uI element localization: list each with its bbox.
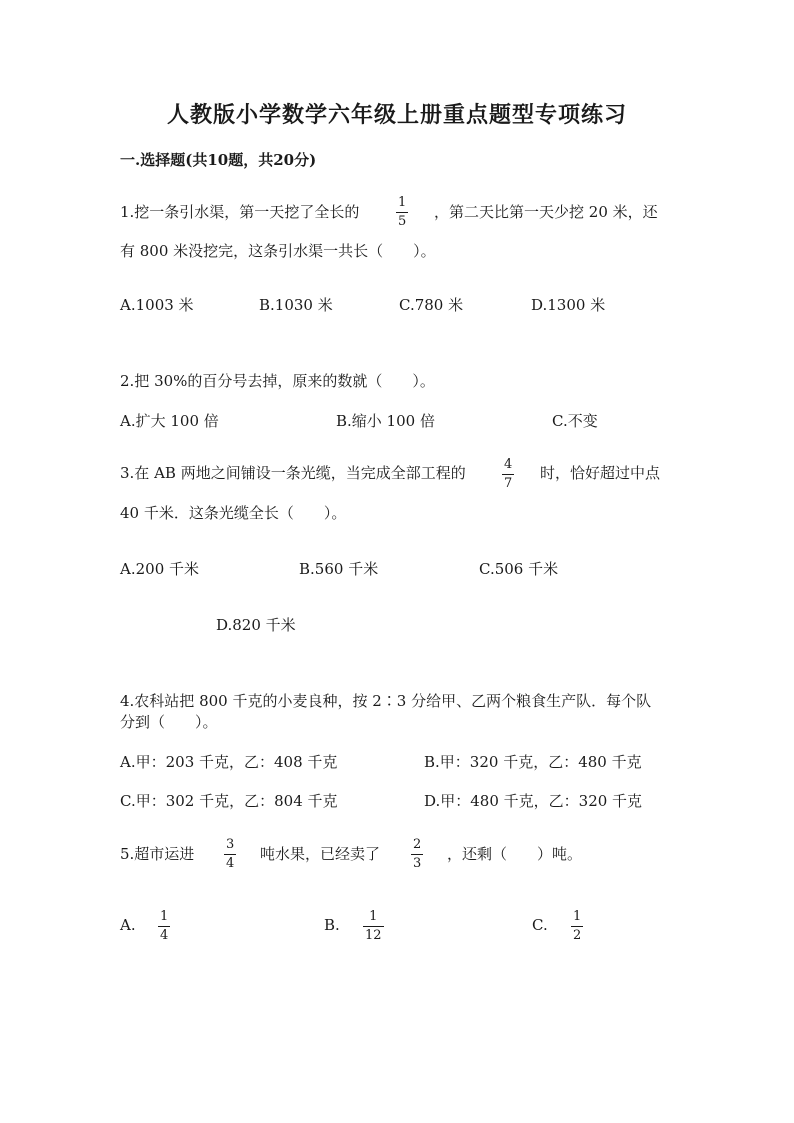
q5-fraction-1-denominator: 4 [226, 856, 235, 871]
q5-option-b-denominator: 12 [365, 928, 382, 943]
q3-fraction-numerator: 4 [504, 457, 513, 472]
q3-option-b[interactable]: B.560 千米 [299, 560, 379, 578]
q5-option-a-fraction[interactable] [158, 910, 170, 943]
q2-option-b[interactable]: B.缩小 100 倍 [336, 412, 435, 430]
q5-fraction-2 [411, 838, 423, 871]
q3-option-d[interactable]: D.820 千米 [216, 616, 296, 634]
q5-option-c-denominator: 2 [573, 928, 582, 943]
q2-text: 2.把 30%的百分号去掉，原来的数就（ ）。 [120, 372, 435, 390]
q1-text-part-b: ，第二天比第一天少挖 20 米，还 [434, 203, 658, 221]
q4-option-a[interactable]: A.甲：203 千克，乙：408 千克 [120, 753, 338, 771]
q3-fraction-denominator: 7 [504, 476, 513, 491]
q5-option-c-label[interactable]: C. [532, 916, 548, 934]
q5-option-b-label[interactable]: B. [324, 916, 340, 934]
q5-option-c-fraction[interactable] [571, 910, 583, 943]
q5-text-part-c: ，还剩（ ）吨。 [447, 845, 583, 863]
q5-text-part-b: 吨水果，已经卖了 [260, 845, 381, 863]
q5-fraction-1 [224, 838, 236, 871]
fraction-bar [224, 854, 236, 855]
q5-fraction-1-numerator: 3 [226, 837, 235, 852]
section-heading: 一.选择题(共10题，共20分) [120, 151, 317, 169]
q5-option-a-numerator: 1 [160, 909, 169, 924]
q1-option-b[interactable]: B.1030 米 [259, 296, 333, 314]
fraction-bar [363, 926, 384, 927]
q5-option-c-numerator: 1 [573, 909, 582, 924]
q1-option-d[interactable]: D.1300 米 [531, 296, 606, 314]
q1-fraction-numerator: 1 [398, 195, 407, 210]
q3-option-a[interactable]: A.200 千米 [120, 560, 199, 578]
fraction-bar [396, 212, 408, 213]
fraction-bar [158, 926, 170, 927]
fraction-bar [502, 474, 514, 475]
q4-text-line2: 分到（ ）。 [120, 713, 218, 731]
q3-fraction [502, 458, 514, 491]
q1-fraction-denominator: 5 [398, 214, 407, 229]
fraction-bar [571, 926, 583, 927]
q5-option-b-fraction[interactable] [363, 910, 384, 943]
q4-text-line1: 4.农科站把 800 千克的小麦良种，按 2∶3 分给甲、乙两个粮食生产队．每个队 [120, 692, 652, 710]
q3-option-c[interactable]: C.506 千米 [479, 560, 559, 578]
q4-option-b[interactable]: B.甲：320 千克，乙：480 千克 [424, 753, 642, 771]
q1-option-a[interactable]: A.1003 米 [120, 296, 194, 314]
q3-text-part-b: 时，恰好超过中点 [540, 464, 661, 482]
q4-option-d[interactable]: D.甲：480 千克，乙：320 千克 [424, 792, 643, 810]
q3-text-line2: 40 千米．这条光缆全长（ ）。 [120, 504, 347, 522]
q5-option-a-label[interactable]: A. [120, 916, 136, 934]
q1-text-part-a: 1.挖一条引水渠，第一天挖了全长的 [120, 203, 360, 221]
q5-option-a-denominator: 4 [160, 928, 169, 943]
q4-option-c[interactable]: C.甲：302 千克，乙：804 千克 [120, 792, 338, 810]
fraction-bar [411, 854, 423, 855]
q3-text-part-a: 3.在 AB 两地之间铺设一条光缆，当完成全部工程的 [120, 464, 466, 482]
q1-option-c[interactable]: C.780 米 [399, 296, 464, 314]
page-title: 人教版小学数学六年级上册重点题型专项练习 [166, 102, 627, 128]
q5-option-b-numerator: 1 [369, 909, 378, 924]
q5-fraction-2-denominator: 3 [413, 856, 422, 871]
q1-fraction [396, 196, 408, 229]
q2-option-a[interactable]: A.扩大 100 倍 [120, 412, 219, 430]
q5-fraction-2-numerator: 2 [413, 837, 422, 852]
q5-text-part-a: 5.超市运进 [120, 845, 195, 863]
q2-option-c[interactable]: C.不变 [552, 412, 598, 430]
q1-text-line2: 有 800 米没挖完，这条引水渠一共长（ ）。 [120, 242, 436, 260]
